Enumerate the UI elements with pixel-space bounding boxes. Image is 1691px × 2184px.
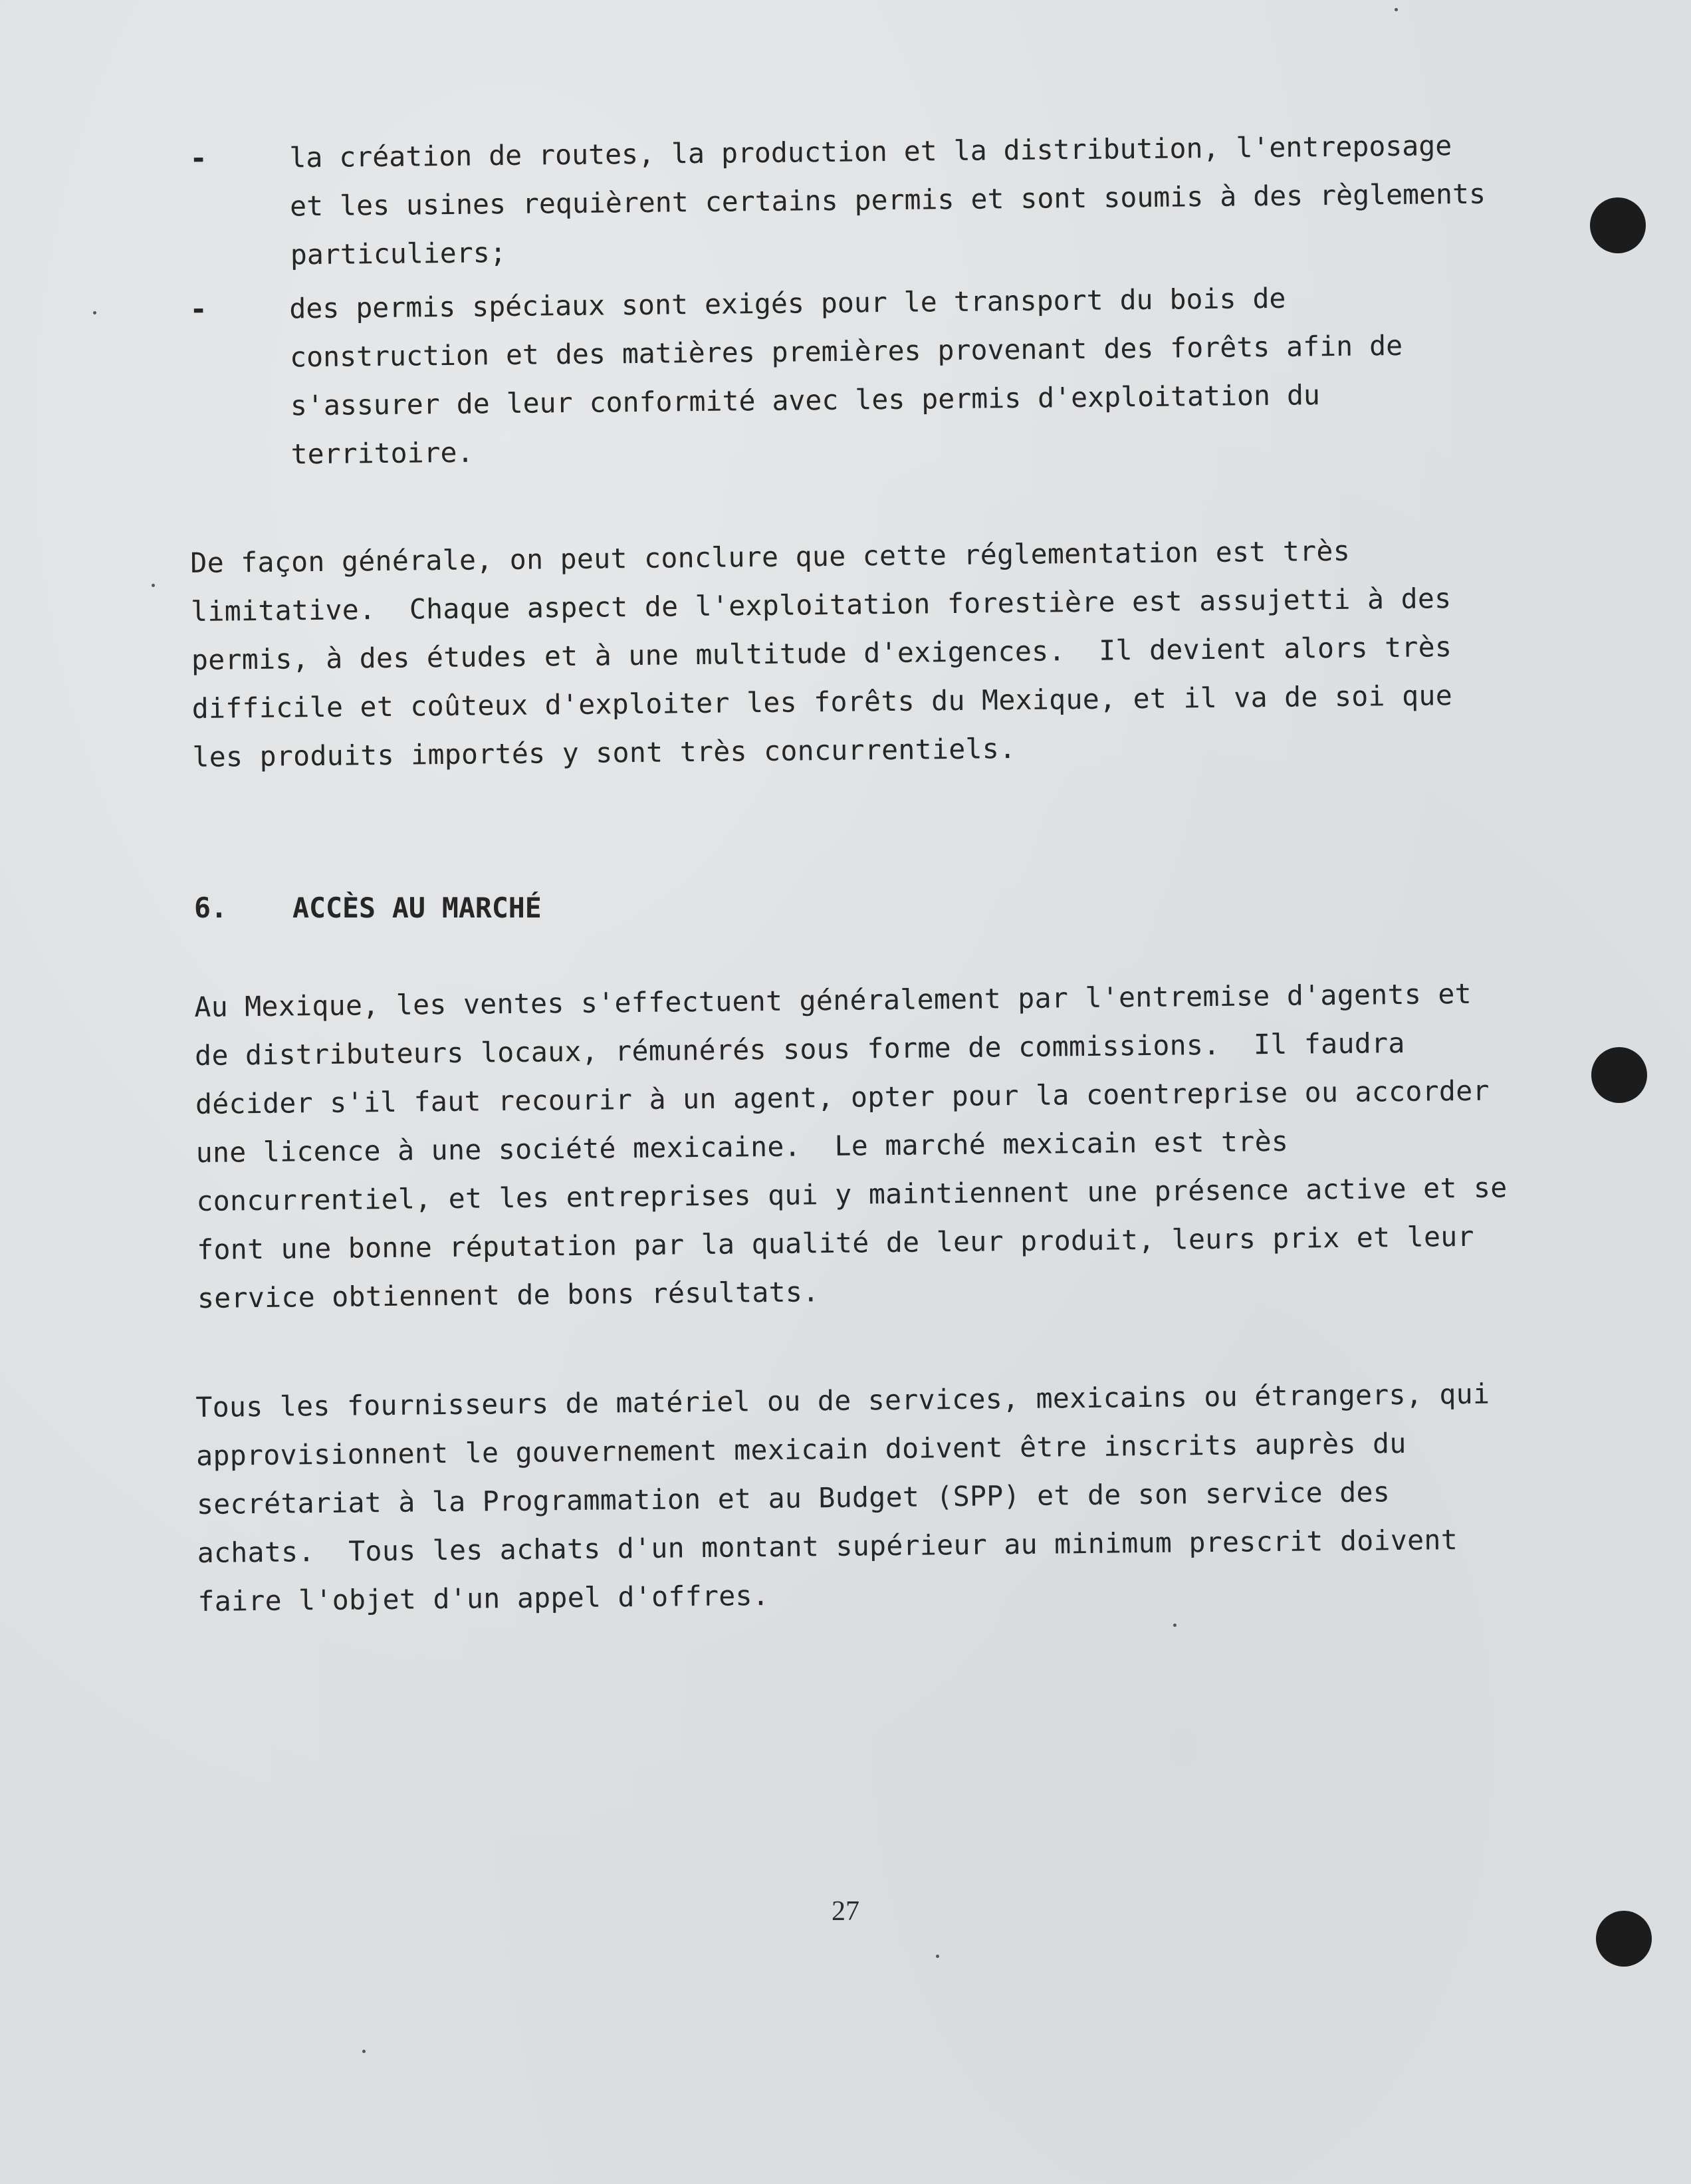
section-heading [194, 888, 542, 928]
speck [936, 1955, 939, 1958]
text-line: des permis spéciaux sont exigés pour le transport du bois de [289, 281, 1286, 325]
text-line: faire l'objet d'un appel d'offres. [197, 1578, 770, 1618]
text-line: approvisionnent le gouvernement mexicain doivent être inscrits auprès du [195, 1426, 1407, 1472]
text-line: s'assurer de leur conformité avec les permis d'exploitation du [290, 378, 1321, 422]
text-line: difficile et coûteux d'exploiter les forêts du Mexique, et il va de soi que [191, 679, 1453, 725]
speck [1395, 8, 1398, 11]
text-line: les produits importés y sont très concurrentiels. [192, 732, 1016, 773]
paragraph [190, 525, 1453, 781]
text-line: une licence à une société mexicaine. Le marché mexicain est très [195, 1124, 1289, 1169]
text-line: et les usines requièrent certains permis et sont soumis à des règlements [289, 177, 1486, 223]
punch-hole-middle [1591, 1047, 1647, 1103]
text-line: territoire. [290, 435, 474, 471]
text-line: De façon générale, on peut conclure que cette réglementation est très [190, 534, 1351, 579]
text-line: service obtiennent de bons résultats. [197, 1275, 820, 1314]
text-line: Au Mexique, les ventes s'effectuent généralement par l'entremise d'agents et [194, 977, 1472, 1023]
text-line: la création de routes, la production et la distribution, l'entreposage [289, 129, 1452, 174]
bullet-text [289, 121, 1486, 279]
punch-hole-top [1590, 197, 1646, 253]
speck [1173, 1624, 1177, 1627]
text-line: achats. Tous les achats d'un montant supérieur au minimum prescrit doivent [197, 1523, 1458, 1569]
text-line: concurrentiel, et les entreprises qui y maintiennent une présence active et se [196, 1171, 1508, 1217]
speck [152, 584, 155, 587]
bullet-dash: - [189, 141, 208, 176]
text-line: de distributeurs locaux, rémunérés sous forme de commissions. Il faudra [194, 1026, 1405, 1072]
paragraph [195, 1370, 1492, 1626]
text-line: particuliers; [290, 236, 507, 271]
speck [93, 311, 96, 314]
bullet-text [289, 273, 1404, 479]
section-title: ACCÈS AU MARCHÉ [292, 892, 542, 924]
bullet-item [0, 118, 1691, 271]
text-line: décider s'il faut recourir à un agent, opter pour la coentreprise ou accorder [195, 1074, 1490, 1120]
text-line: construction et des matières premières provenant des forêts afin de [289, 328, 1403, 374]
text-line: Tous les fournisseurs de matériel ou de services, mexicains ou étrangers, qui [195, 1377, 1490, 1423]
text-line: permis, à des études et à une multitude d'exigences. Il devient alors très [191, 630, 1452, 676]
page-number: 27 [832, 1896, 859, 1927]
bullet-dash: - [189, 292, 208, 327]
paragraph [194, 969, 1508, 1322]
section-number: 6. [194, 892, 227, 924]
text-line: font une bonne réputation par la qualité de leur produit, leurs prix et leur [196, 1219, 1475, 1266]
speck [362, 2050, 366, 2053]
text-line: secrétariat à la Programmation et au Budget (SPP) et de son service des [196, 1475, 1391, 1520]
text-line: limitative. Chaque aspect de l'exploitation forestière est assujetti à des [190, 582, 1452, 628]
